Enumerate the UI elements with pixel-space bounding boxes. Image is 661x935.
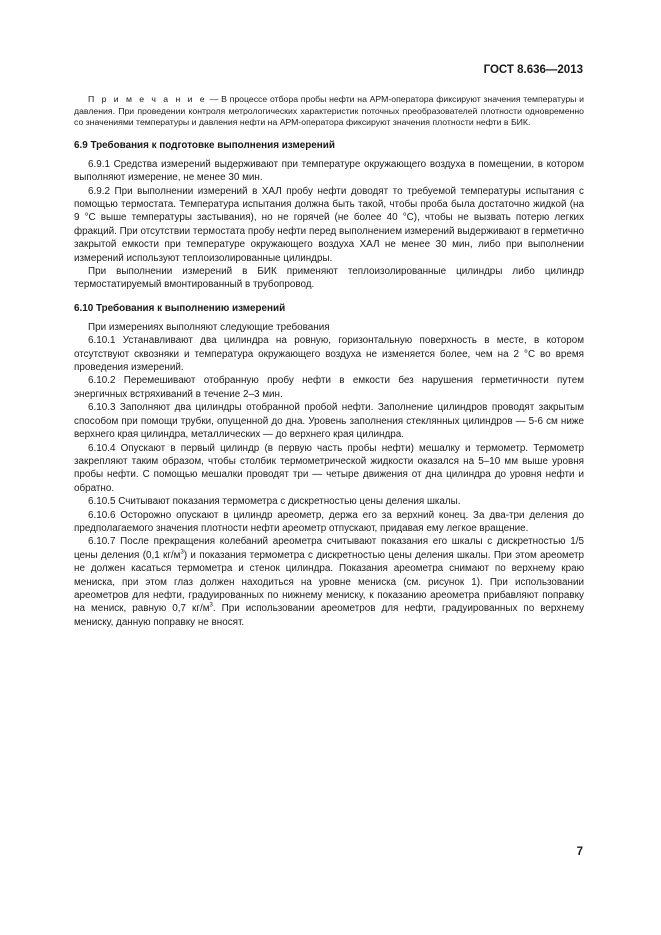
paragraph-6-10-7-part-c: . При использовании ареометров для нефти, градуированных по верхнему мениску, данную поправку не вносят. [74,603,585,628]
paragraph-6-10-2: 6.10.2 Перемешивают отобранную пробу нефти в емкости без нарушения герметичности путем энергичных встряхиваний в течение 2–3 мин. [74,375,584,400]
note-text: — В процессе отбора пробы нефти на АРМ-оператора фиксируют значения температуры и давления. При проведении контроля метрологических характеристик поточных преобразователей плотности одновременно со значениями температуры и давления нефти на АРМ-оператора фиксируют значения плотности нефти в БИК. [74,94,584,128]
superscript-3: 3 [209,603,213,610]
superscript-3: 3 [180,549,184,556]
paragraph-6-10-5: 6.10.5 Считывают показания термометра с дискретностью цены деления шкалы. [88,496,461,508]
section-6-10-title: 6.10 Требования к выполнению измерений [74,302,286,314]
paragraph-6-10-3: 6.10.3 Заполняют два цилиндры отобранной пробой нефти. Заполнение цилиндров проводят закрытым способом при помощи трубки, опущенной до дна. Уровень заполнения стеклянных цилиндров — 5-6 см ниже верхнего края цилиндра, металлических — до верхнего края цилиндра. [74,402,584,441]
section-6-9-title: 6.9 Требования к подготовке выполнения измерений [74,139,335,151]
page-number: 7 [576,846,583,858]
paragraph-6-10-4: 6.10.4 Опускают в первый цилиндр (в первую часть пробы нефти) мешалку и термометр. Термометр закрепляют таким образом, чтобы столбик термометрической жидкости оказался на 5–10 мм выше уровня пробы нефти. С помощью мешалки проводят три — четыре движения от дна цилиндра до уровня нефти и обратно. [74,442,584,494]
paragraph-6-10-6: 6.10.6 Осторожно опускают в цилиндр ареометр, держа его за верхний конец. За два-три деления до предполагаемого значения плотности нефти ареометр отпускают, придавая ему легкое вращение. [74,509,584,534]
paragraph-6-9-2: 6.9.2 При выполнении измерений в ХАЛ пробу нефти доводят то требуемой температуры испытания с помощью термостата. Температура испытания должна быть такой, чтобы проба была достаточно жидкой (на 9 °С выше температуры застывания), но не горячей (не более 40 °С), чтобы не вызвать потерю легких фракций. При отсутствии термостата пробу нефти перед выполнением измерений выдерживают в герметично закрытой емкости при температуре окружающего воздуха ХАЛ не менее 30 мин, либо при выполнении измерений используют теплоизолированные цилиндры. [74,185,584,264]
note-paragraph [74,94,584,129]
paragraph-6-10-7-part-b: ) и показания термометра с дискретностью цены деления шкалы. При этом ареометр не должен касаться термометра и стенок цилиндра. Показания ареометра снимают по верхнему краю мениска, при этом глаз должен находиться на уровне мениска (см. рисунок 1). При использовании ареометров для нефти, градуированных по нижнему мениску, к показанию ареометра прибавляют поправку на мениск, равную 0,7 кг/м [74,549,584,615]
paragraph-6-10-7-part-a: 6.10.7 После прекращения колебаний ареометра считывают показания его шкалы с дискретностью 1/5 цены деления (0,1 кг/м [74,536,584,561]
paragraph-6-9-bik: При выполнении измерений в БИК применяют теплоизолированные цилиндры либо цилиндр термостатируемый вмонтированный в трубопровод. [74,266,584,291]
paragraph-6-10-intro: При измерениях выполняют следующие требования [88,321,330,333]
paragraph-6-9-1: 6.9.1 Средства измерений выдерживают при температуре окружающего воздуха в помещении, в котором выполняют измерение, не менее 30 мин. [74,158,584,184]
document-number: ГОСТ 8.636—2013 [483,64,583,76]
note-label: П р и м е ч а н и е [88,94,207,104]
paragraph-6-10-1: 6.10.1 Устанавливают два цилиндра на ровную, горизонтальную поверхность в месте, в котором отсутствуют сквозняки и температура окружающего воздуха не изменяется более, чем на 2 °С во время проведения измерений. [74,335,584,374]
document-body [74,94,584,629]
paragraph-6-10-7 [74,535,584,629]
